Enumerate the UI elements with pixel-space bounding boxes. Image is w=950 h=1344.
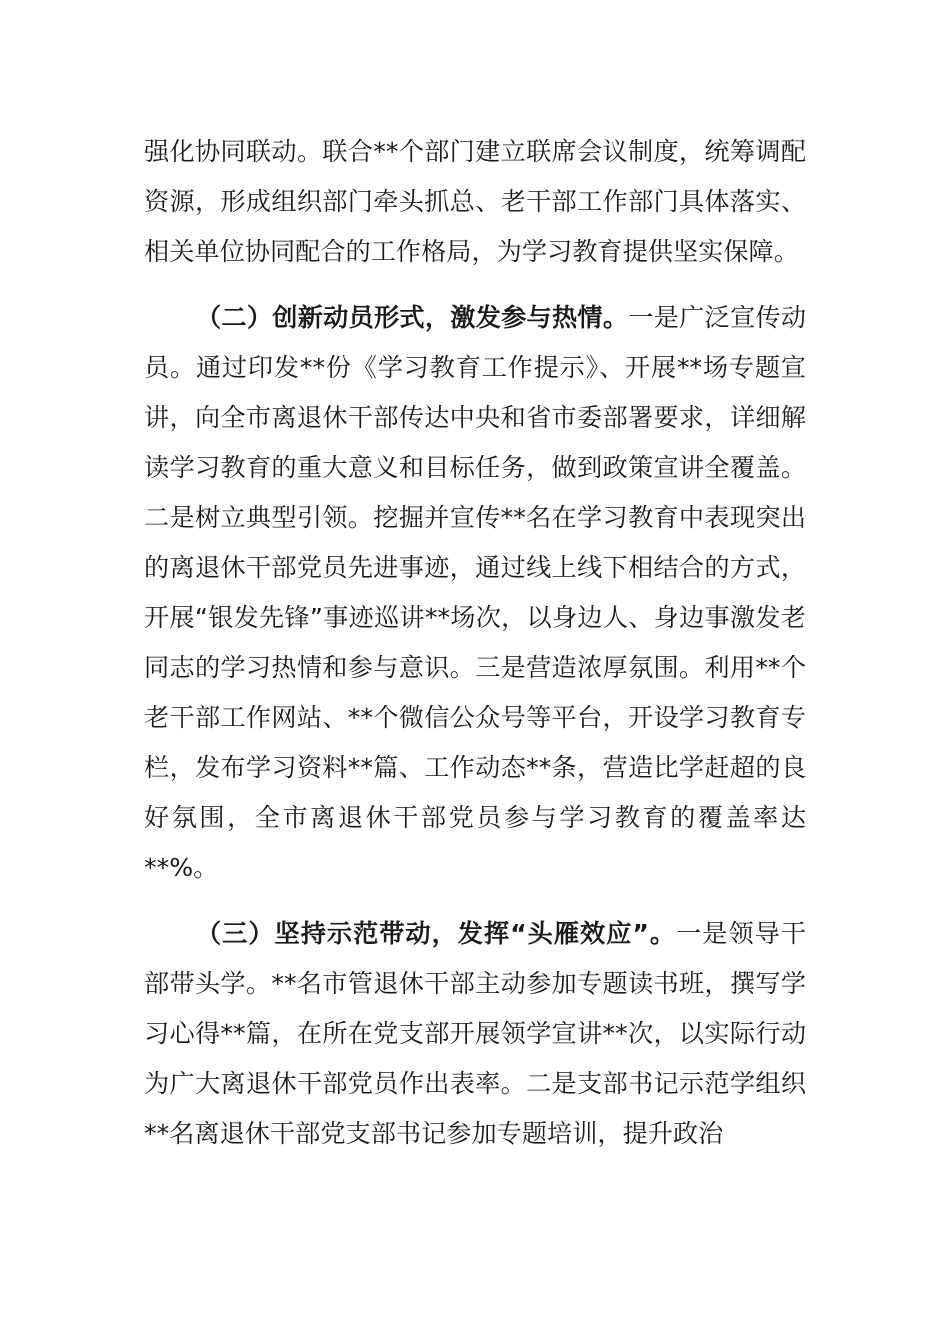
paragraph-text: 一是广泛宣传动员。通过印发**份《学习教育工作提示》、开展**场专题宣讲，向全市离退休干部传达中央和省市委部署要求，详细解读学习教育的重大意义和目标任务，做到政策宣讲全覆盖。二是树立典型引领。挖掘并宣传**名在学习教育中表现突出的离退休干部党员先进事迹，通过线上线下相结合的方式，开展“银发先锋”事迹巡讲**场次，以身边人、身边事激发老同志的学习热情和参与意识。三是营造浓厚氛围。利用**个老干部工作网站、**个微信公众号等平台，开设学习教育专栏，发布学习资料**篇、工作动态**条，营造比学赶超的良好氛围，全市离退休干部党员参与学习教育的覆盖率达**%。	[144, 303, 807, 882]
paragraph-text: 强化协同联动。联合**个部门建立联席会议制度，统筹调配资源，形成组织部门牵头抓总、老干部工作部门具体落实、相关单位协同配合的工作格局，为学习教育提供坚实保障。	[144, 137, 806, 266]
paragraph-section-2	[144, 293, 806, 893]
document-page	[144, 127, 806, 1175]
paragraph-continuation	[144, 127, 806, 277]
paragraph-text: 一是领导干部带头学。**名市管退休干部主动参加专题读书班，撰写学习心得**篇，在所在党支部开展领学宣讲**次，以实际行动为广大离退休干部党员作出表率。二是支部书记示范学组织**名离退休干部党支部书记参加专题培训，提升政治	[144, 919, 807, 1148]
paragraph-section-3	[144, 909, 806, 1159]
section-heading: （三）坚持示范带动，发挥“头雁效应”。	[196, 919, 677, 948]
section-heading: （二）创新动员形式，激发参与热情。	[196, 303, 629, 332]
